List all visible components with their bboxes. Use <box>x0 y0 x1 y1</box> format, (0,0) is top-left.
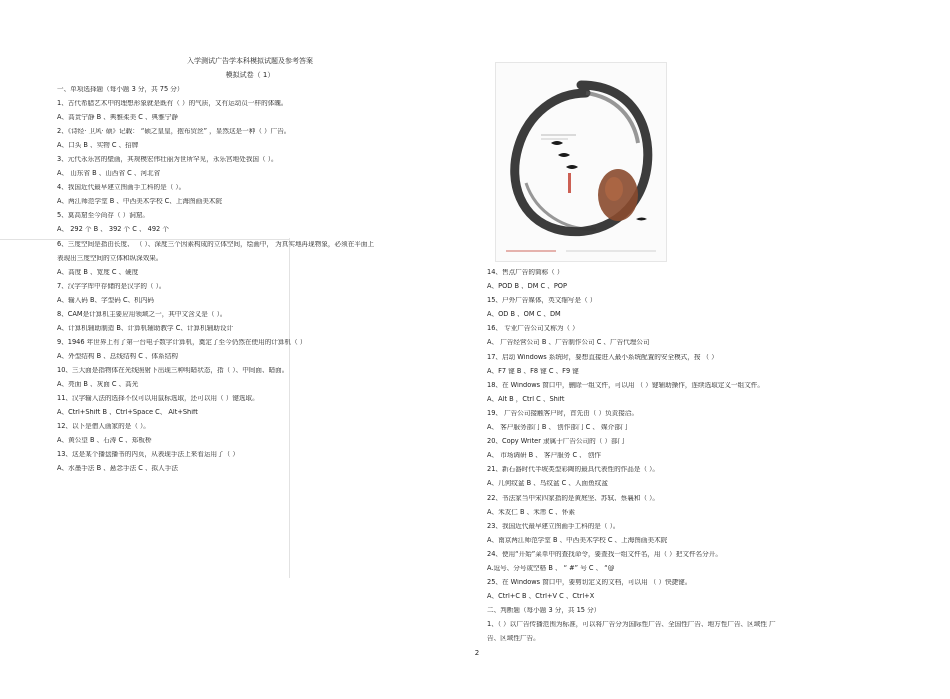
answer-options: A、外型结构 B 、总线结构 C 、体系结构 <box>57 352 178 360</box>
question-line: 2、《诗经· 卫风· 硕》记载： “硕之皇皇，抱布贸丝” ，显然这是一种（ ）广告。 <box>57 128 291 136</box>
answer-options: A、 山东省 B 、山西省 C 、河北省 <box>57 170 161 178</box>
question-line: 7、汉字字库中存储的是汉字的（ ）。 <box>57 282 166 290</box>
answer-options: A、OD B 、OM C 、DM <box>487 311 561 319</box>
answer-options: A、两江师范学堂 B 、中西美术学校 C、上海图画美术院 <box>57 198 222 206</box>
answer-options: A、 市场调研 B 、 客户服务 C 、 创作 <box>487 452 602 460</box>
answer-options: A、F7 键 B 、F8 键 C 、F9 键 <box>487 367 579 375</box>
question-line: 14、售点广告的简称（ ） <box>487 269 564 276</box>
question-line: 22、书法家当中宋四家指的是黄庭坚、苏轼、蔡襄和（ ）。 <box>487 494 660 502</box>
question-line: 15、户外广告媒体，英文缩写是（ ） <box>487 297 597 305</box>
question-line: 25、在 Windows 窗口中，要剪切定义的文档，可以用 （ ）快捷键。 <box>487 579 692 587</box>
answer-options: A、水墨手法 B 、悬念手法 C 、拟人手法 <box>57 465 178 473</box>
question-line: 8、CAM是计算机主要应用领域之一，其中文含义是（ ）。 <box>57 310 227 318</box>
answer-options: A、高度 B 、宽度 C 、硬度 <box>57 268 139 276</box>
question-line: 5、莫高窟至今尚存（ ）洞窟。 <box>57 212 150 220</box>
question-line: 19、 广告公司接触客户时，首先由（ ）负责接洽。 <box>487 409 639 417</box>
question-line: 6、三度空间是指由长度、 （ ）、深度三个因素构成的立体空间，绘画中， 为真实地再现物象，必须在平面上 <box>57 240 375 248</box>
answer-options: A、亮面 B 、灰面 C 、高光 <box>57 380 139 388</box>
answer-options: A、米友仁 B 、米芾 C 、怀素 <box>487 508 575 516</box>
question-line: 表现出三度空间的立体和纵深效果。 <box>57 254 163 262</box>
answer-options: A、 292 个 B 、 392 个 C 、 492 个 <box>57 226 169 234</box>
left-question-column <box>57 86 457 479</box>
answer-options: A、 广告经营公司 B 、广告制作公司 C 、广告代理公司 <box>487 339 650 347</box>
answer-options: A、POD B 、DM C 、POP <box>487 283 567 291</box>
ink-wash-artwork <box>496 63 666 261</box>
answer-options: A、南京两江师范学堂 B 、中西美术学校 C 、上海图画美术院 <box>487 536 668 544</box>
document-subtitle: 模拟试卷（ 1） <box>225 71 275 79</box>
document-title: 入学测试广告学本科模拟试题及参考答案 <box>187 57 313 65</box>
question-line: 21、新石器时代半坡类型彩陶的最具代表性的作品是（ ）。 <box>487 466 660 474</box>
question-line: 20、Copy Writer 隶属于广告公司的（ ）部门 <box>487 438 625 446</box>
question-line: 1、（ ）以广告传播范围为标准，可以将广告分为国际性广告、全国性广告、地方性广告、区域性 广 <box>487 621 776 629</box>
question-line: 13、这是某个播盘播书的内页，从表现手法上来看运用了（ ） <box>57 451 239 459</box>
answer-options: A、Alt B ，Ctrl C 、Shift <box>487 395 565 403</box>
question-line: 9、1946 年世界上有了第一台电子数字计算机，奠定了至今仍然在使用的计算机（ ） <box>57 338 307 346</box>
answer-options: A、计算机辅助制造 B、计算机辅助教学 C、计算机辅助设计 <box>57 324 234 332</box>
answer-options: A、口头 B 、实物 C 、招牌 <box>57 142 139 150</box>
question-line: 24、使用“开始”菜单中的查找命令，要查找一组文件名，用（ ）把文件名分开。 <box>487 550 722 558</box>
question-line: 3、元代永乐宫的壁画，其规模宏伟壮丽为世所罕见，永乐宫地处我国（ ）。 <box>57 156 278 164</box>
section-heading: 二、判断题（每小题 3 分，共 15 分） <box>487 607 601 615</box>
question-line: 4、我国近代最早建立图画手工科的是（ ）。 <box>57 184 186 192</box>
question-line: 23、我国近代最早建立图画手工科的是（ ）。 <box>487 522 620 530</box>
question-line: 10、三大面是指物体在光线照射下出现三种明暗状态，指（ ）、中间面、暗面。 <box>57 366 289 374</box>
question-line: 告、区域性广告。 <box>487 635 540 643</box>
question-line: 1、古代希腊艺术中的理想形象就是既有（ ）的气质，又有运动员一样的体魄。 <box>57 100 288 108</box>
section-heading: 一、单项选择题（每小题 3 分，共 75 分） <box>57 86 184 93</box>
question-line: 18、在 Windows 窗口中，删除一组文件，可以用 （ ）键辅助操作，连续选取定义一组文件。 <box>487 381 764 389</box>
answer-options: A、几何纹盆 B 、鸟纹盆 C 、人面鱼纹盆 <box>487 480 608 488</box>
answer-options: A、 客户服务部门 B 、 创作部门 C 、 媒介部门 <box>487 424 628 432</box>
answer-options: A、Ctrl+C B 、Ctrl+V C 、Ctrl+X <box>487 593 595 601</box>
question-line: 17、启动 Windows 系统时，要想直接进入最小系统配置的安全模式，按 （ ） <box>487 353 718 361</box>
question-line: 12、以下是僧人画家的是（ ）。 <box>57 423 150 431</box>
answer-options: A.逗号、分号或空格 B 、 “ #” 号 C 、 “@ <box>487 564 615 572</box>
answer-options: A、黄公望 B 、石涛 C 、郑板桥 <box>57 437 152 445</box>
ink-circle-advertisement-image <box>495 62 667 262</box>
answer-options: A、输入码 B、字型码 C、机内码 <box>57 296 154 304</box>
question-line: 16、 专业广告公司又称为（ ） <box>487 325 579 333</box>
answer-options: A、Ctrl+Shift B 、Ctrl+Space C、 Alt+Shift <box>57 409 198 417</box>
answer-options: A、高贵宁静 B 、典雅柔美 C 、典雅宁静 <box>57 114 178 122</box>
question-line: 11、汉字输入法的选择不仅可以用鼠标选取，还可以用（ ）键选取。 <box>57 395 259 403</box>
page-number: 2 <box>474 649 480 657</box>
right-question-column <box>487 269 907 650</box>
